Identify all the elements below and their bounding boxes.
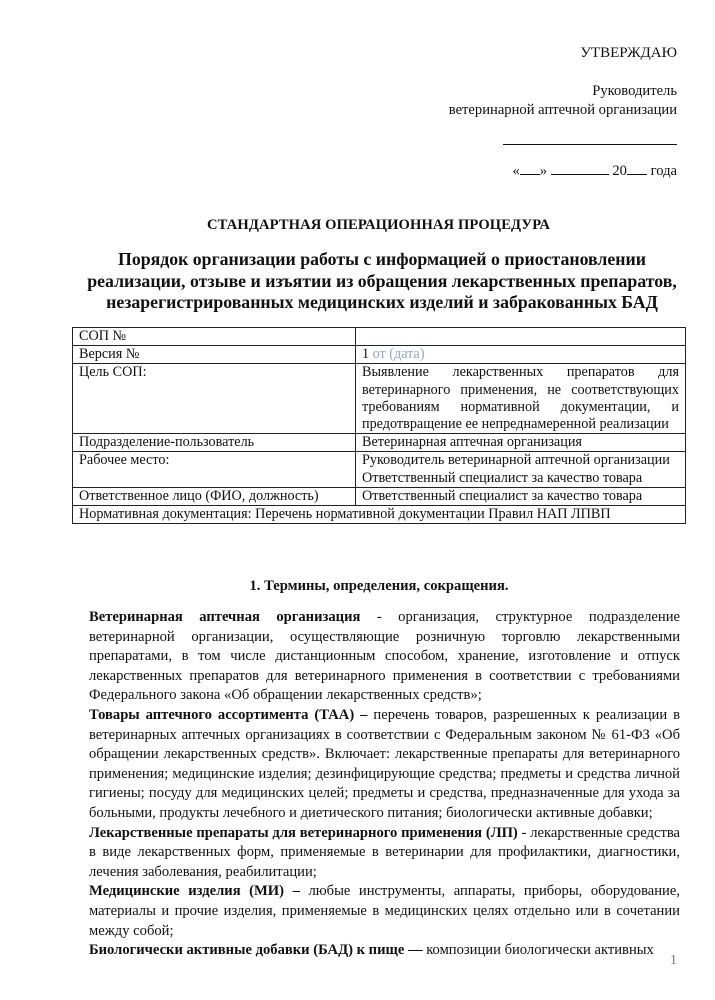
version-number: 1 xyxy=(362,346,370,363)
approval-block xyxy=(448,44,677,179)
signature-line xyxy=(503,144,677,145)
table-row xyxy=(73,364,686,434)
table-footer-row xyxy=(73,506,686,524)
definition-text: перечень товаров, разрешенных к реализации в ветеринарных аптечных организациях в соответствии с Федеральным законом № 61-ФЗ «Об обращении лекарственных средств». Включает: лекарственные препараты для ветеринарного применения; медицинские изделия; дезинфицирующие средства; предметы и средства личной гигиены; посуду для медицинских целей; предметы и средства, предназначенные для ухода за больными, продукты лечебного и диетического питания; биологически активные добавки; xyxy=(89,706,681,821)
definition-text: любые инструменты, аппараты, приборы, оборудование, материалы и прочие изделия, применяемые в медицинских целях отдельно или в сочетании между собой; xyxy=(89,883,680,939)
workplace-line1: Руководитель ветеринарной аптечной организации xyxy=(362,452,670,469)
sop-info-table xyxy=(72,327,686,524)
normative-docs: Нормативная документация: Перечень нормативной документации Правил НАП ЛПВП xyxy=(73,506,686,524)
row-key: СОП № xyxy=(73,328,356,346)
table-row xyxy=(73,346,686,364)
definition-separator: – xyxy=(354,706,374,723)
row-value xyxy=(356,346,686,364)
definition-text: лекарственные средства в виде лекарственных форм, применяемые в ветеринарии для профилактики, диагностики, лечения заболевания, реабилитации; xyxy=(89,824,680,880)
definition-item xyxy=(89,941,680,961)
row-value xyxy=(356,452,686,487)
definition-term: Медицинские изделия (МИ) xyxy=(89,883,285,900)
table-row xyxy=(73,452,686,487)
date-suffix: года xyxy=(650,163,677,179)
section-title: 1. Термины, определения, сокращения. xyxy=(249,578,509,594)
approval-heading: УТВЕРЖДАЮ xyxy=(580,45,677,61)
definition-separator: – xyxy=(284,883,309,900)
definition-text: композиции биологически активных xyxy=(426,942,654,959)
definition-item xyxy=(89,882,680,941)
document-title: Порядок организации работы с информацией о приостановлении реализации, отзыве и изъятии из обращения лекарственных препаратов, незарегистрированных медицинских изделий и забракованных БАД xyxy=(87,249,677,312)
row-key: Подразделение-пользователь xyxy=(73,434,356,452)
approval-date-line xyxy=(512,160,677,182)
table-row xyxy=(73,434,686,452)
definition-item xyxy=(89,824,680,883)
definition-separator: — xyxy=(404,942,427,959)
row-value: Выявление лекарственных препаратов для ветеринарного применения, не соответствующих требованиям нормативной документации, и предотвращение ее непреднамеренной реализации xyxy=(356,364,686,434)
definition-item xyxy=(89,608,680,706)
table-row xyxy=(73,328,686,346)
date-open-quote: « xyxy=(512,163,520,179)
page-number: 1 xyxy=(670,953,677,968)
definition-term: Биологически активные добавки (БАД) к пище xyxy=(89,942,405,959)
row-key: Ответственное лицо (ФИО, должность) xyxy=(73,487,356,505)
workplace-line2: Ответственный специалист за качество товара xyxy=(362,469,643,486)
version-date-placeholder: от (дата) xyxy=(372,346,425,363)
row-value xyxy=(356,328,686,346)
date-century: 20 xyxy=(612,163,627,179)
table-row xyxy=(73,487,686,505)
definition-separator: - xyxy=(517,824,531,841)
row-key: Версия № xyxy=(73,346,356,364)
approval-role-line2: ветеринарной аптечной организации xyxy=(448,102,677,118)
approval-role-line1: Руководитель xyxy=(592,82,677,99)
definition-item xyxy=(89,706,680,824)
row-key: Рабочее место: xyxy=(73,452,356,487)
month-blank xyxy=(551,160,609,175)
definition-term: Товары аптечного ассортимента (ТАА) xyxy=(89,706,355,723)
definition-term: Лекарственные препараты для ветеринарного применения (ЛП) xyxy=(89,824,518,841)
row-value: Ветеринарная аптечная организация xyxy=(356,434,686,452)
row-value: Ответственный специалист за качество товара xyxy=(356,487,686,505)
date-close-quote: » xyxy=(539,163,548,179)
row-key: Цель СОП: xyxy=(73,364,356,434)
year-blank xyxy=(627,160,647,175)
day-blank xyxy=(520,160,540,175)
sop-title: СТАНДАРТНАЯ ОПЕРАЦИОННАЯ ПРОЦЕДУРА xyxy=(207,217,550,233)
definition-separator: - xyxy=(360,609,399,625)
definitions-list xyxy=(89,608,680,961)
definition-term: Ветеринарная аптечная организация xyxy=(89,609,361,625)
definition-text: организация, структурное подразделение ветеринарной организации, осуществляющие розничную торговлю лекарственными препаратами, в том числе дистанционным способом, хранение, изготовление и отпуск лекарственных препаратов для ветеринарного применения в соответствии с требованиями Федерального закона «Об обращении лекарственных средств»; xyxy=(89,609,680,704)
